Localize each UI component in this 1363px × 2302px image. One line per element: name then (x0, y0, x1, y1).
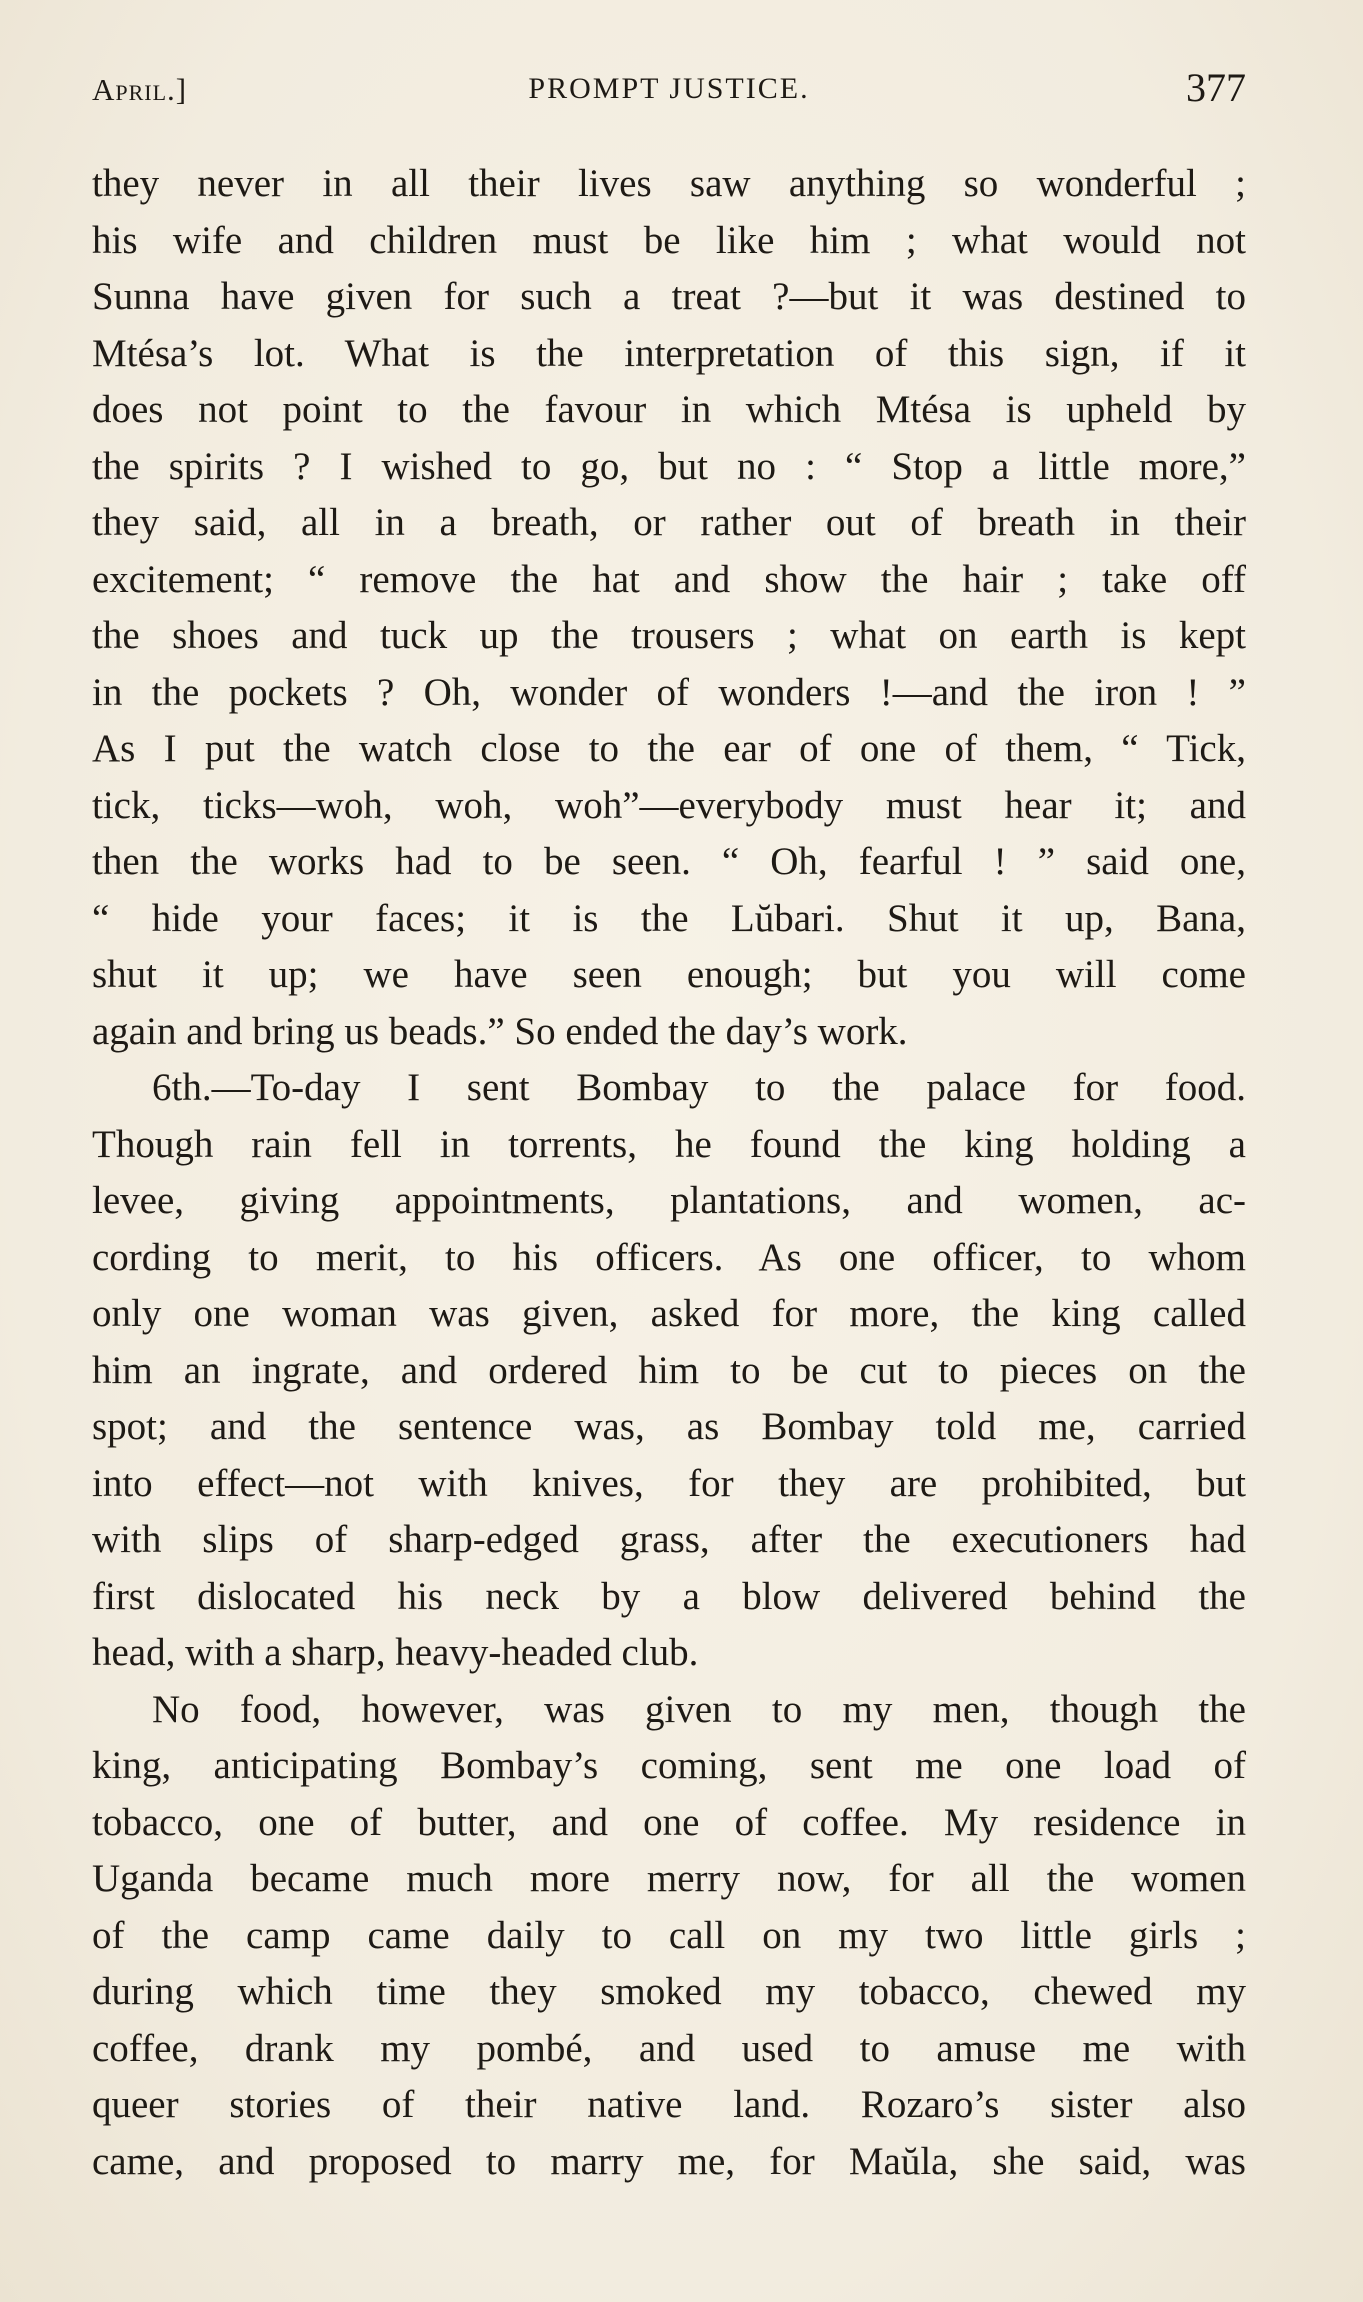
text-line: cording to merit, to his officers. As one officer, to whom (92, 1235, 1246, 1279)
text-line: the shoes and tuck up the trousers ; what on earth is kept (92, 614, 1246, 657)
text-line: levee, giving appointments, plantations, and women, ac- (92, 1179, 1246, 1222)
text-line: they never in all their lives saw anything so wonderful ; (92, 162, 1246, 205)
text-line: “ hide your faces; it is the Lŭbari. Shut it up, Bana, (92, 896, 1246, 940)
paragraph-start-line: 6th.—To-day I sent Bombay to the palace for food. (152, 1066, 1246, 1109)
text-line: only one woman was given, asked for more, the king called (92, 1292, 1246, 1335)
body-text (92, 156, 1246, 2190)
header-month: April.] (92, 72, 188, 107)
text-line: spot; and the sentence was, as Bombay told me, carried (92, 1405, 1246, 1448)
paragraph-start-line: No food, however, was given to my men, though the (152, 1687, 1246, 1731)
text-line: Mtésa’s lot. What is the interpretation of this sign, if it (92, 331, 1246, 375)
text-line: does not point to the favour in which Mtésa is upheld by (92, 388, 1246, 431)
text-line: in the pockets ? Oh, wonder of wonders !—and the iron ! ” (92, 670, 1246, 714)
header-title: PROMPT JUSTICE. (528, 72, 810, 105)
text-line: queer stories of their native land. Rozaro’s sister also (92, 2083, 1246, 2126)
text-line: they said, all in a breath, or rather out of breath in their (92, 501, 1246, 544)
page-number: 377 (1186, 65, 1246, 110)
text-line: into effect—not with knives, for they are prohibited, but (92, 1461, 1246, 1505)
text-line: shut it up; we have seen enough; but you will come (92, 953, 1246, 996)
text-line: his wife and children must be like him ; what would not (92, 218, 1246, 262)
text-line: the spirits ? I wished to go, but no : “ Stop a little more,” (92, 444, 1246, 488)
text-line: came, and proposed to marry me, for Maŭla, she said, was (92, 2139, 1246, 2183)
paragraph-end-line: head, with a sharp, heavy-headed club. (92, 1631, 699, 1674)
text-line: then the works had to be seen. “ Oh, fearful ! ” said one, (92, 840, 1246, 883)
text-line: of the camp came daily to call on my two little girls ; (92, 1913, 1246, 1957)
paragraph-end-line: again and bring us beads.” So ended the day’s work. (92, 1009, 908, 1053)
text-line: king, anticipating Bombay’s coming, sent me one load of (92, 1744, 1246, 1787)
text-line: As I put the watch close to the ear of one of them, “ Tick, (92, 727, 1246, 770)
text-line: coffee, drank my pombé, and used to amuse me with (92, 2026, 1246, 2070)
text-line: Uganda became much more merry now, for all the women (92, 1857, 1246, 1900)
text-line: Though rain fell in torrents, he found the king holding a (92, 1122, 1246, 1166)
text-line: Sunna have given for such a treat ?—but it was destined to (92, 275, 1246, 318)
text-line: tobacco, one of butter, and one of coffee. My residence in (92, 1800, 1246, 1844)
text-line: with slips of sharp-edged grass, after the executioners had (92, 1518, 1246, 1561)
running-header (92, 64, 1246, 114)
text-line: during which time they smoked my tobacco, chewed my (92, 1970, 1246, 2013)
text-line: first dislocated his neck by a blow delivered behind the (92, 1574, 1246, 1618)
text-line: excitement; “ remove the hat and show the hair ; take off (92, 557, 1246, 601)
text-line: him an ingrate, and ordered him to be cut to pieces on the (92, 1348, 1246, 1392)
text-line: tick, ticks—woh, woh, woh”—everybody must hear it; and (92, 783, 1246, 827)
